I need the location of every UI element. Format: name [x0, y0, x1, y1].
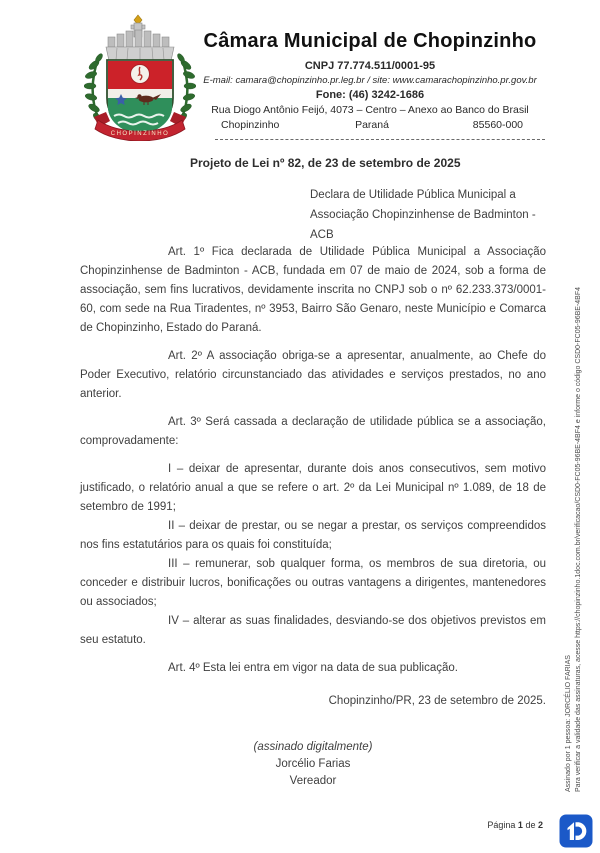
page-number-sep: de [525, 820, 536, 830]
signer-name: Jorcélio Farias [275, 758, 351, 770]
bill-title: Projeto de Lei nº 82, de 23 de setembro de 2025 [190, 156, 461, 170]
shield [107, 60, 173, 136]
org-name: Câmara Municipal de Chopinzinho [203, 30, 537, 52]
signed-by-line: Assinado por 1 pessoa: JORCÉLIO FARIAS [565, 655, 572, 792]
page-number-current: 1 [517, 820, 523, 830]
verification-line: Para verificar a validade das assinaturas, acesse https://chopinzinho.1doc.com.br/verificacao/CSD0-FC05-96BE-4BF4 e informe o código CSD0-FC05-96BE-4BF4 [574, 286, 582, 792]
org-email-site: E-mail: camara@chopinzinho.pr.leg.br / site: www.camarachopinzinho.pr.gov.br [203, 75, 537, 86]
article-3-item-1: I – deixar de apresentar, durante dois anos consecutivos, sem motivo justificado, o relatório anual a que se refere o art. 2º da Lei Municipal nº 1.089, de 18 de setembro de 1991; [80, 463, 546, 513]
bill-body [80, 243, 546, 790]
org-city: Chopinzinho [221, 119, 280, 131]
org-address: Rua Diogo Antônio Feijó, 4073 – Centro – Anexo ao Banco do Brasil [211, 104, 529, 116]
mural-crown [106, 15, 174, 61]
article-4: Art. 4º Esta lei entra em vigor na data de sua publicação. [168, 662, 458, 674]
article-3: Art. 3º Será cassada a declaração de utilidade pública se a associação, comprovadamente: [80, 416, 546, 447]
page-number-label: Página [487, 820, 516, 830]
article-3-item-3: III – remunerar, sob qualquer forma, os membros de sua diretoria, ou conceder e distribuir lucros, bonificações ou outras vantagens a dirigentes, mantenedores ou associados; [80, 558, 546, 608]
article-1: Art. 1º Fica declarada de Utilidade Pública Municipal a Associação Chopinzinhense de Badminton - ACB, fundada em 07 de maio de 2024, sob a forma de associação, sem fins lucrativos, devidamente inscrita no CNPJ sob o nº 62.233.373/0001-60, com sede na Rua Tiradentes, nº 3953, Bairro São Genaro, neste Município e Comarca de Chopinzinho, Estado do Paraná. [80, 246, 546, 334]
article-3-item-2: II – deixar de prestar, ou se negar a prestar, os serviços compreendidos nos fins estatutários para os quais foi constituída; [80, 520, 546, 551]
letterhead-divider [215, 139, 545, 140]
place-and-date: Chopinzinho/PR, 23 de setembro de 2025. [328, 695, 546, 707]
onedoc-logo-icon [559, 814, 593, 848]
municipal-coat-of-arms [84, 13, 196, 141]
bill-epigraph [310, 185, 556, 245]
org-city-row [195, 119, 545, 131]
article-3-item-4: IV – alterar as suas finalidades, desviando-se dos objetivos previstos em seu estatuto. [80, 615, 546, 646]
letterhead-text [195, 30, 545, 140]
org-state: Paraná [355, 119, 389, 131]
org-cnpj: CNPJ 77.774.511/0001-95 [304, 60, 436, 72]
signature-block [80, 739, 546, 790]
epigraph-line-1: Declara de Utilidade Pública Municipal a [310, 189, 516, 201]
digital-signature-note: (assinado digitalmente) [253, 741, 373, 753]
article-2: Art. 2º A associação obriga-se a apresentar, anualmente, ao Chefe do Poder Executivo, relatório circunstanciado das atividades e serviços prestados, no ano anterior. [80, 350, 546, 400]
page-number [487, 820, 543, 830]
signature-verification-sidebar [564, 234, 583, 792]
signer-role: Vereador [289, 775, 337, 787]
crest-motto-text: CHOPINZINHO [110, 131, 170, 137]
page-number-total: 2 [537, 820, 543, 830]
epigraph-line-2: Associação Chopinzinhense de Badminton - ACB [310, 209, 536, 241]
org-phone: Fone: (46) 3242-1686 [315, 89, 425, 101]
org-zip: 85560-000 [472, 119, 524, 131]
